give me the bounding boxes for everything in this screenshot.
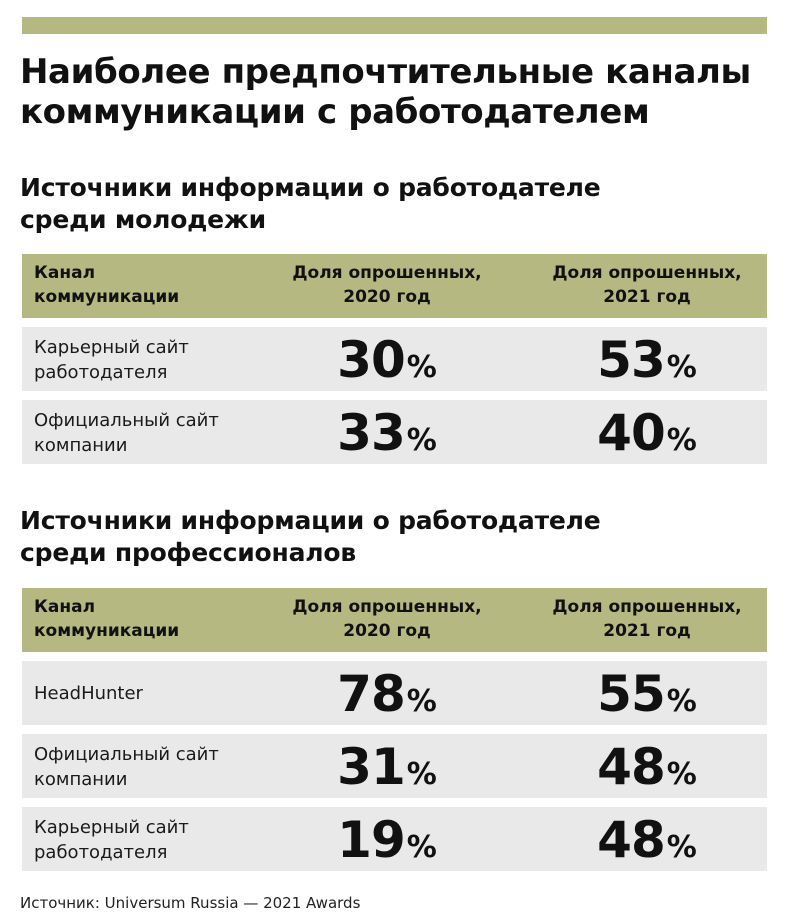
top-accent-bar bbox=[22, 17, 767, 34]
percent-sign: % bbox=[406, 757, 437, 792]
header-2021-line-1: Доля опрошенных, bbox=[552, 597, 742, 617]
value-number: 78 bbox=[337, 665, 405, 723]
main-title-line-2: коммуникации с работодателем bbox=[20, 92, 650, 132]
percent-sign: % bbox=[666, 830, 697, 865]
row-label-line-1: Карьерный сайт bbox=[34, 817, 189, 838]
main-title-line-1: Наиболее предпочтительные каналы bbox=[20, 52, 751, 92]
value-number: 19 bbox=[337, 811, 405, 869]
percent-sign: % bbox=[406, 423, 437, 458]
header-2020-line-1: Доля опрошенных, bbox=[292, 263, 482, 283]
row-label-line-1: Официальный сайт bbox=[34, 410, 219, 431]
value-number: 48 bbox=[597, 811, 665, 869]
table-row bbox=[22, 400, 767, 464]
percent-sign: % bbox=[666, 423, 697, 458]
percent-sign: % bbox=[666, 684, 697, 719]
row-label bbox=[34, 815, 274, 865]
table-row bbox=[22, 327, 767, 391]
header-2021 bbox=[522, 261, 772, 309]
value-2020 bbox=[262, 404, 512, 470]
percent-sign: % bbox=[406, 350, 437, 385]
value-number: 33 bbox=[337, 404, 405, 462]
value-2020 bbox=[262, 738, 512, 804]
value-2021 bbox=[522, 331, 772, 397]
header-channel-line-1: Канал bbox=[34, 263, 96, 283]
value-number: 31 bbox=[337, 738, 405, 796]
header-channel-line-1: Канал bbox=[34, 597, 96, 617]
table-youth bbox=[22, 254, 767, 464]
value-number: 30 bbox=[337, 331, 405, 389]
header-channel-line-2: коммуникации bbox=[34, 621, 180, 641]
percent-sign: % bbox=[406, 830, 437, 865]
row-label-line-2: работодателя bbox=[34, 842, 168, 863]
table-row bbox=[22, 807, 767, 871]
row-label-line-2: компании bbox=[34, 435, 128, 456]
value-number: 53 bbox=[597, 331, 665, 389]
value-number: 48 bbox=[597, 738, 665, 796]
section-title-line-1: Источники информации о работодателе bbox=[20, 506, 601, 535]
header-2021 bbox=[522, 595, 772, 643]
header-2020 bbox=[262, 595, 512, 643]
header-2021-line-2: 2021 год bbox=[603, 621, 691, 641]
value-number: 40 bbox=[597, 404, 665, 462]
row-label-line-2: работодателя bbox=[34, 362, 168, 383]
value-2020 bbox=[262, 811, 512, 877]
table-row bbox=[22, 661, 767, 725]
section-title-line-2: среди молодежи bbox=[20, 205, 266, 234]
section-title-line-1: Источники информации о работодателе bbox=[20, 173, 601, 202]
percent-sign: % bbox=[666, 350, 697, 385]
value-2021 bbox=[522, 404, 772, 470]
percent-sign: % bbox=[666, 757, 697, 792]
row-label bbox=[34, 408, 274, 458]
value-2020 bbox=[262, 665, 512, 731]
row-label-line-1: Карьерный сайт bbox=[34, 337, 189, 358]
value-2021 bbox=[522, 665, 772, 731]
source-note: Источник: Universum Russia — 2021 Awards bbox=[20, 894, 361, 912]
header-2020-line-2: 2020 год bbox=[343, 287, 431, 307]
row-label-line-1: HeadHunter bbox=[34, 683, 143, 704]
value-2021 bbox=[522, 811, 772, 877]
header-channel bbox=[34, 595, 234, 643]
row-label-line-2: компании bbox=[34, 769, 128, 790]
percent-sign: % bbox=[406, 684, 437, 719]
header-2021-line-1: Доля опрошенных, bbox=[552, 263, 742, 283]
value-2020 bbox=[262, 331, 512, 397]
header-channel-line-2: коммуникации bbox=[34, 287, 180, 307]
row-label bbox=[34, 742, 274, 792]
section-title-line-2: среди профессионалов bbox=[20, 538, 356, 567]
value-2021 bbox=[522, 738, 772, 804]
row-label-line-1: Официальный сайт bbox=[34, 744, 219, 765]
table-header bbox=[22, 254, 767, 318]
header-2020 bbox=[262, 261, 512, 309]
section-title-youth bbox=[20, 172, 760, 236]
table-header bbox=[22, 588, 767, 652]
header-2021-line-2: 2021 год bbox=[603, 287, 691, 307]
main-title bbox=[20, 52, 770, 132]
header-channel bbox=[34, 261, 234, 309]
value-number: 55 bbox=[597, 665, 665, 723]
section-title-professionals bbox=[20, 505, 760, 569]
table-professionals bbox=[22, 588, 767, 871]
header-2020-line-2: 2020 год bbox=[343, 621, 431, 641]
table-row bbox=[22, 734, 767, 798]
row-label bbox=[34, 335, 274, 385]
header-2020-line-1: Доля опрошенных, bbox=[292, 597, 482, 617]
row-label bbox=[34, 681, 274, 706]
